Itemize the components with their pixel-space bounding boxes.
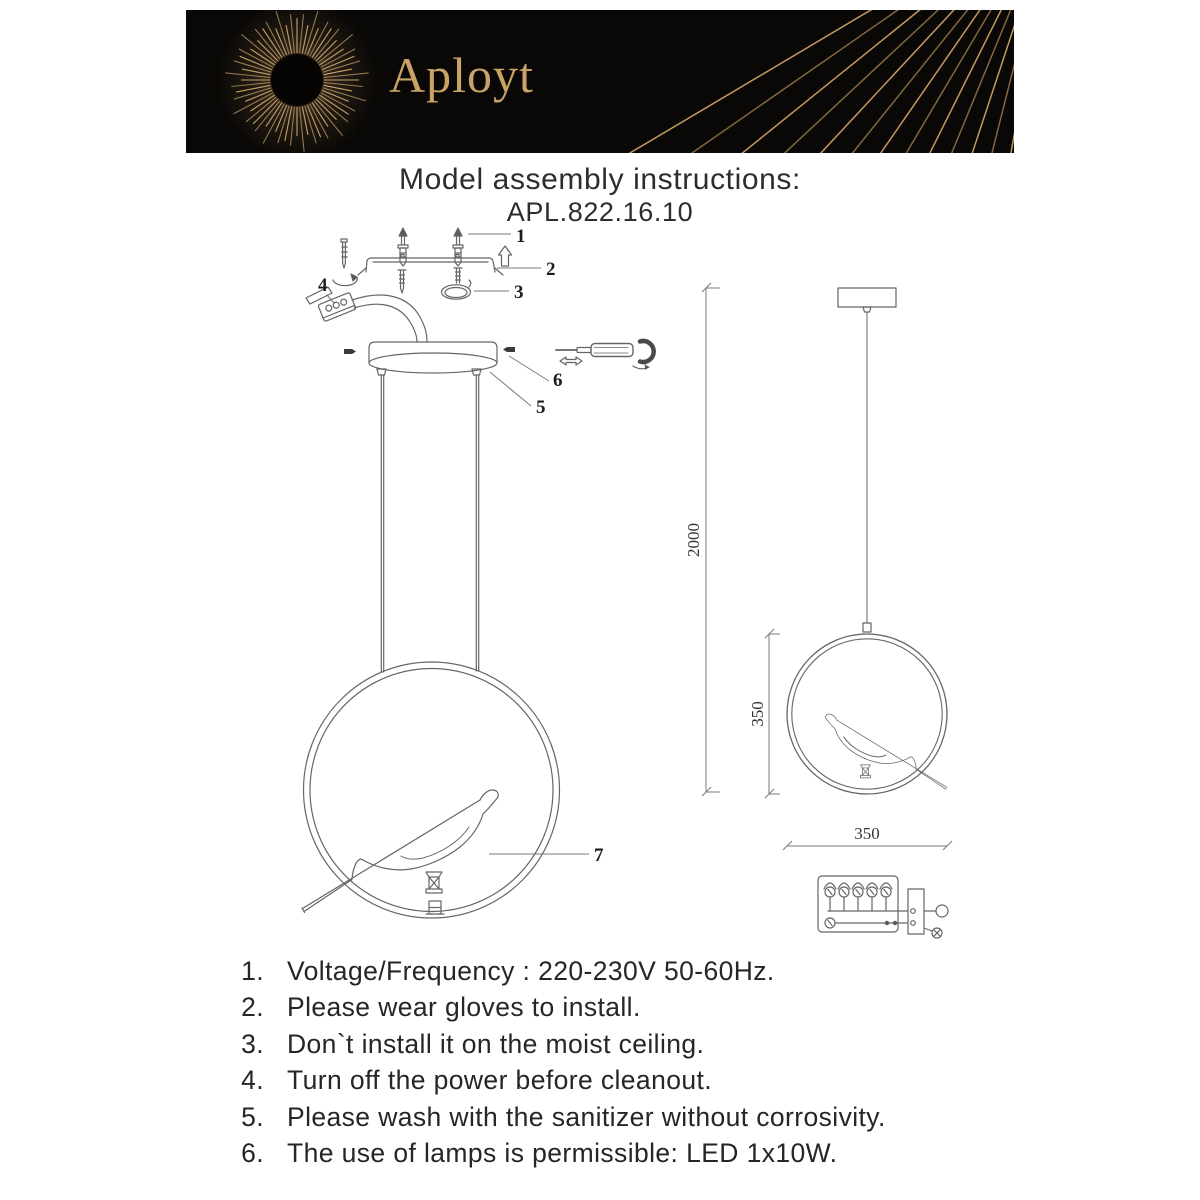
dimension-drop-height <box>684 283 720 796</box>
instruction-number: 1. <box>241 956 264 986</box>
instruction-item <box>186 953 1046 989</box>
part-label-2: 2 <box>546 259 556 280</box>
side-screw <box>503 347 515 352</box>
instruction-text: The use of lamps is permissible: LED 1x10W. <box>287 1138 838 1169</box>
dimension-label-350-v: 350 <box>748 701 767 727</box>
suspension-wires <box>381 375 478 672</box>
instruction-item <box>186 989 1046 1025</box>
dimension-view <box>684 283 952 938</box>
page-title: Model assembly instructions: <box>399 163 801 196</box>
brand-logo-text: Aployt <box>389 47 534 103</box>
part-label-6: 6 <box>553 370 563 391</box>
exploded-view <box>302 226 654 918</box>
part-mounting-bracket <box>358 255 503 276</box>
instruction-number: 4. <box>241 1065 264 1096</box>
snap-ring-icon <box>633 341 654 370</box>
part-label-4: 4 <box>318 275 328 296</box>
instruction-text: Don`t install it on the moist ceiling. <box>287 1028 705 1059</box>
instruction-number: 6. <box>241 1138 264 1169</box>
dimension-label-350-h: 350 <box>854 824 880 843</box>
wiring-diagram <box>818 876 948 938</box>
instruction-list <box>186 953 1046 1171</box>
part-label-1: 1 <box>516 226 526 247</box>
part-anchor-screws <box>398 228 463 266</box>
instruction-number: 3. <box>241 1028 264 1059</box>
pendant-outline <box>787 288 947 794</box>
instruction-number: 5. <box>241 1101 264 1132</box>
part-label-3: 3 <box>514 282 524 303</box>
part-label-5: 5 <box>536 397 546 418</box>
leader-lines <box>468 234 589 854</box>
instruction-text: Turn off the power before cleanout. <box>287 1065 713 1096</box>
instruction-number: 2. <box>241 992 264 1023</box>
screwdriver-icon <box>556 344 633 366</box>
instruction-text: Voltage/Frequency : 220-230V 50-60Hz. <box>287 956 775 986</box>
up-arrow-icon <box>499 246 512 266</box>
dimension-ring-height <box>748 629 780 798</box>
instruction-text: Please wear gloves to install. <box>287 992 641 1023</box>
side-screw <box>344 349 356 354</box>
terminal-screws <box>824 883 892 897</box>
part-canopy <box>344 342 515 375</box>
lamp-symbol <box>936 905 948 917</box>
model-number: APL.822.16.10 <box>506 197 694 227</box>
part-label-7: 7 <box>594 845 604 866</box>
dimension-ring-width <box>783 824 952 850</box>
dimension-label-2000: 2000 <box>684 523 703 557</box>
instruction-item <box>186 1099 1046 1135</box>
cable <box>354 304 417 342</box>
instruction-item <box>186 1026 1046 1062</box>
instruction-text: Please wash with the sanitizer without corrosivity. <box>287 1101 886 1132</box>
bird-figure-mirrored <box>826 714 947 789</box>
instruction-item <box>186 1135 1046 1171</box>
part-screw-and-ring <box>398 268 471 299</box>
bird-figure <box>302 790 498 914</box>
instruction-item <box>186 1062 1046 1098</box>
